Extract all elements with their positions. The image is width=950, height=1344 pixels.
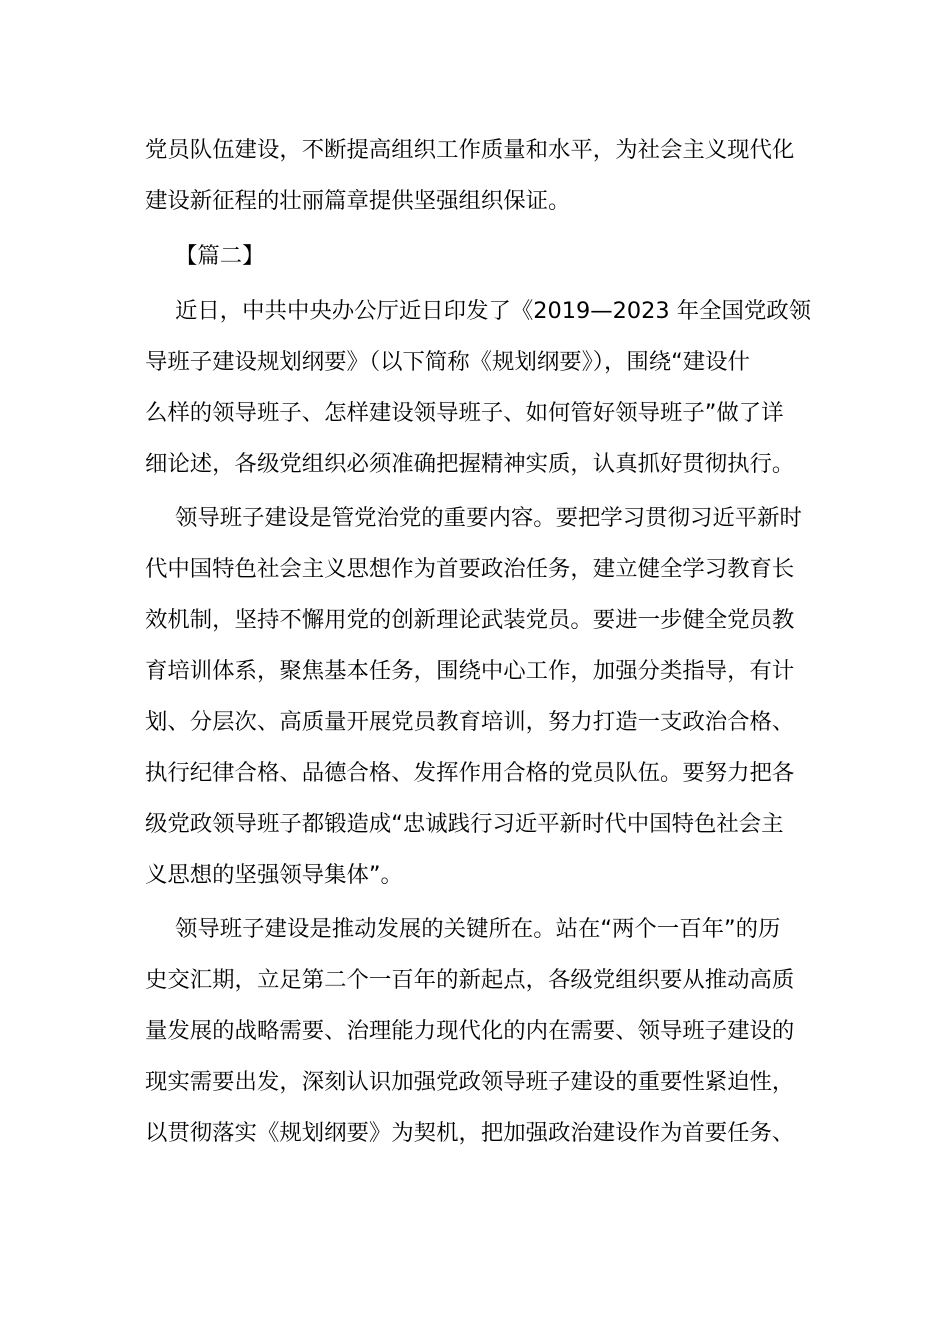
text-line: 导班子建设规划纲要》（以下简称《规划纲要》），围绕“建设什 bbox=[145, 349, 750, 375]
text-line: 划、分层次、高质量开展党员教育培训，努力打造一支政治合格、 bbox=[145, 709, 795, 735]
text-line: 义思想的坚强领导集体”。 bbox=[145, 862, 403, 888]
text-line: 领导班子建设是管党治党的重要内容。要把学习贯彻习近平新时 bbox=[175, 505, 802, 531]
text-line: 建设新征程的壮丽篇章提供坚强组织保证。 bbox=[145, 188, 571, 214]
text-line: 党员队伍建设，不断提高组织工作质量和水平，为社会主义现代化 bbox=[145, 137, 795, 163]
text-line: 级党政领导班子都锻造成“忠诚践行习近平新时代中国特色社会主 bbox=[145, 811, 784, 837]
text-line: 量发展的战略需要、治理能力现代化的内在需要、领导班子建设的 bbox=[145, 1018, 795, 1044]
text-line: 育培训体系，聚焦基本任务，围绕中心工作，加强分类指导，有计 bbox=[145, 658, 795, 684]
text-line: 以贯彻落实《规划纲要》为契机，把加强政治建设作为首要任务、 bbox=[145, 1120, 795, 1146]
text-line: 现实需要出发，深刻认识加强党政领导班子建设的重要性紧迫性， bbox=[145, 1069, 795, 1095]
section-heading: 【篇二】 bbox=[175, 243, 265, 269]
text-line: 细论述，各级党组织必须准确把握精神实质，认真抓好贯彻执行。 bbox=[145, 451, 795, 477]
text-line: 领导班子建设是推动发展的关键所在。站在“两个一百年”的历 bbox=[175, 916, 781, 942]
text-line: 近日，中共中央办公厅近日印发了《2019—2023 年全国党政领 bbox=[175, 298, 812, 324]
text-line: 么样的领导班子、怎样建设领导班子、如何管好领导班子”做了详 bbox=[145, 400, 784, 426]
text-line: 执行纪律合格、品德合格、发挥作用合格的党员队伍。要努力把各 bbox=[145, 760, 795, 786]
text-line: 代中国特色社会主义思想作为首要政治任务，建立健全学习教育长 bbox=[145, 556, 795, 582]
text-line: 史交汇期，立足第二个一百年的新起点，各级党组织要从推动高质 bbox=[145, 967, 795, 993]
text-line: 效机制，坚持不懈用党的创新理论武装党员。要进一步健全党员教 bbox=[145, 607, 795, 633]
